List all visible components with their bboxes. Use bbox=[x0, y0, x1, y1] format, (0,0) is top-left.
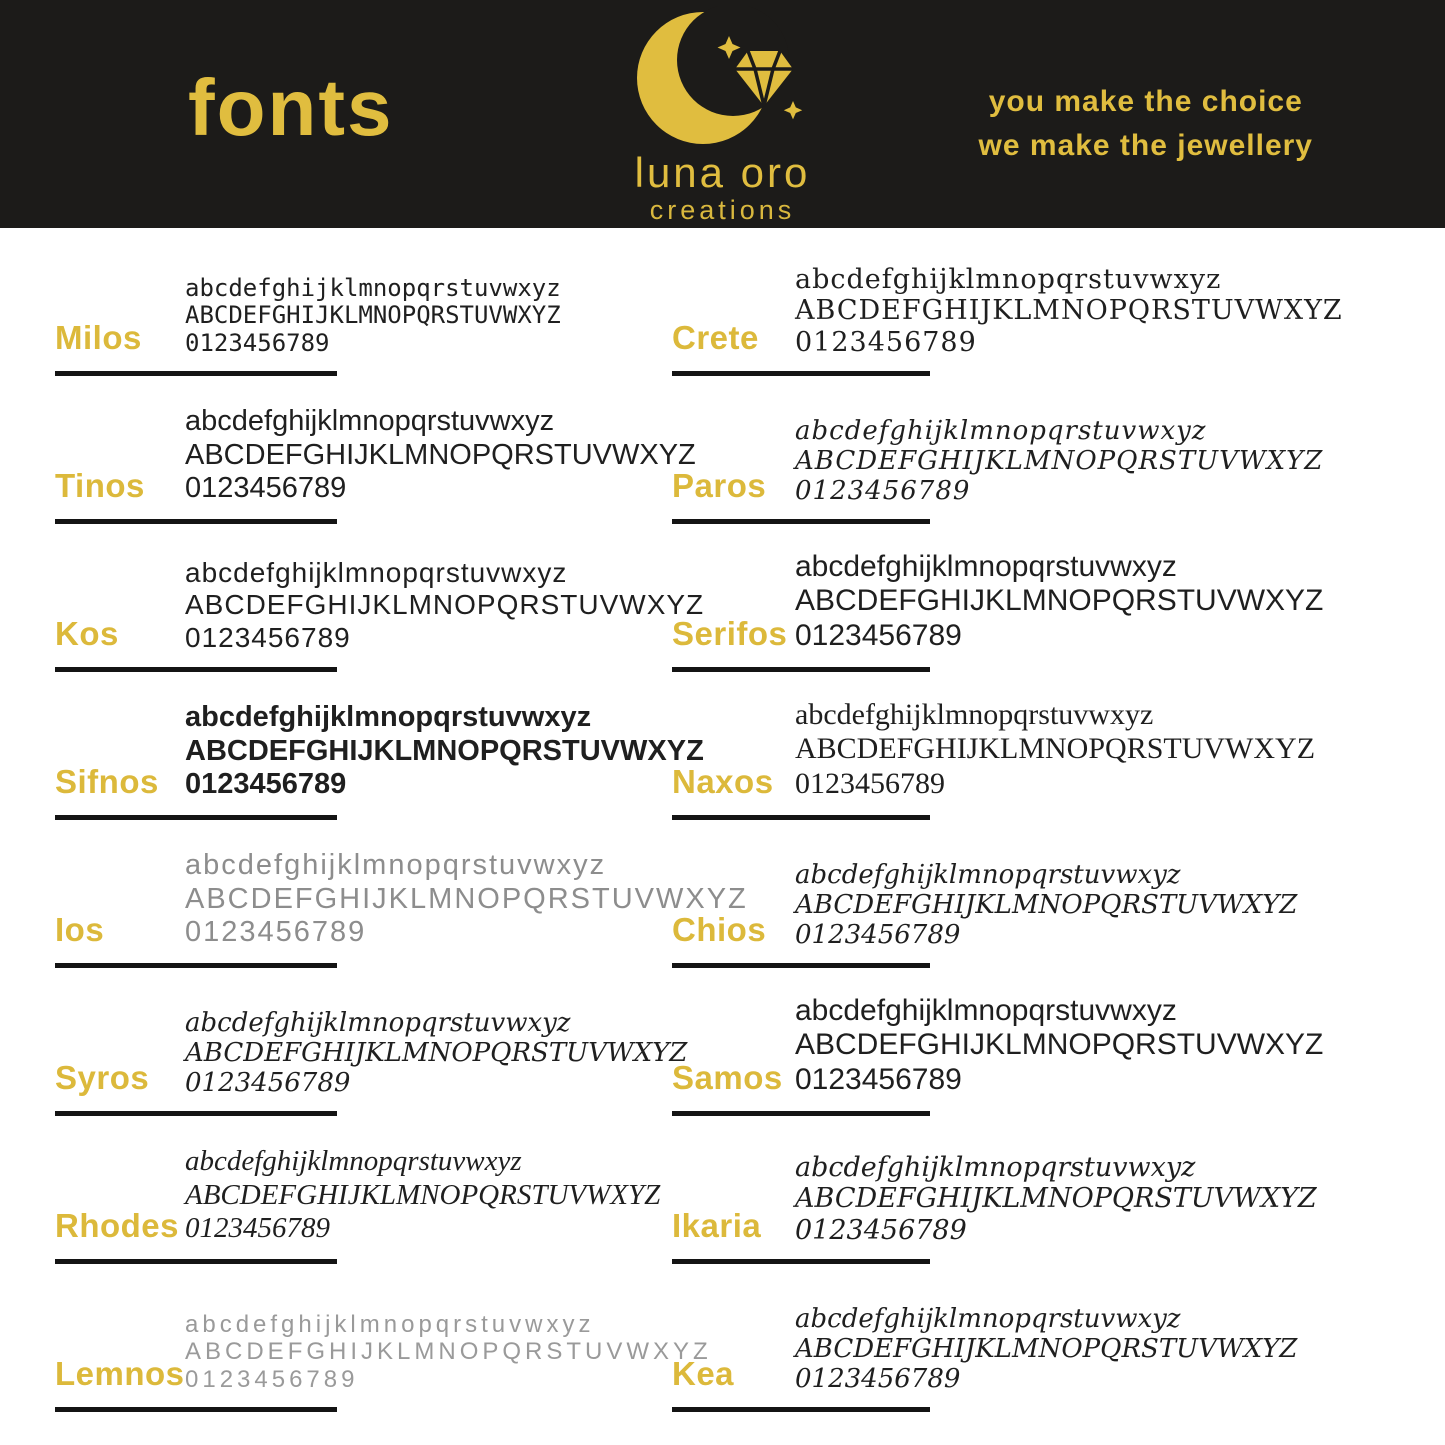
font-specimen-naxos bbox=[617, 672, 1445, 820]
sample-lowercase: abcdefghijklmnopqrstuvwxyz bbox=[795, 697, 1154, 731]
sample-uppercase: ABCDEFGHIJKLMNOPQRSTUVWXYZ bbox=[795, 1333, 1298, 1364]
sample-uppercase: ABCDEFGHIJKLMNOPQRSTUVWXYZ bbox=[795, 445, 1324, 476]
brand-name: luna oro bbox=[634, 149, 811, 196]
font-sample bbox=[795, 994, 1445, 1098]
sample-uppercase: ABCDEFGHIJKLMNOPQRSTUVWXYZ bbox=[185, 734, 704, 767]
font-sample bbox=[795, 550, 1445, 654]
font-name-label: Naxos bbox=[672, 763, 774, 800]
font-specimen-sifnos bbox=[0, 672, 704, 820]
font-name-label: Crete bbox=[672, 319, 759, 356]
sample-uppercase: ABCDEFGHIJKLMNOPQRSTUVWXYZ bbox=[795, 732, 1316, 766]
sample-digits: 0123456789 bbox=[185, 1366, 359, 1394]
sample-lowercase: abcdefghijklmnopqrstuvwxyz bbox=[795, 1152, 1196, 1184]
font-specimen-grid bbox=[0, 228, 1445, 1412]
font-specimen-syros bbox=[0, 968, 688, 1116]
font-name-label: Milos bbox=[55, 319, 142, 356]
sample-lowercase: abcdefghijklmnopqrstuvwxyz bbox=[795, 549, 1177, 583]
font-sample bbox=[795, 416, 1445, 506]
font-specimen-chios bbox=[617, 820, 1445, 968]
sample-digits: 0123456789 bbox=[795, 619, 962, 653]
font-specimen-samos bbox=[617, 968, 1445, 1116]
sample-digits: 0123456789 bbox=[185, 1067, 351, 1098]
page-title: fonts bbox=[188, 63, 394, 152]
sample-uppercase: ABCDEFGHIJKLMNOPQRSTUVWXYZ bbox=[185, 1178, 661, 1211]
moon-diamond-icon bbox=[617, 6, 829, 154]
font-specimen-tinos bbox=[0, 376, 696, 524]
sample-uppercase: ABCDEFGHIJKLMNOPQRSTUVWXYZ bbox=[795, 1028, 1324, 1062]
sample-lowercase: abcdefghijklmnopqrstuvwxyz bbox=[795, 859, 1181, 890]
sample-lowercase: abcdefghijklmnopqrstuvwxyz bbox=[185, 1145, 522, 1178]
sample-uppercase: ABCDEFGHIJKLMNOPQRSTUVWXYZ bbox=[185, 301, 561, 330]
sample-lowercase: abcdefghijklmnopqrstuvwxyz bbox=[185, 701, 592, 734]
font-sample bbox=[185, 1145, 660, 1246]
font-name-label: Ios bbox=[55, 911, 105, 948]
font-specimen-kea bbox=[617, 1264, 1445, 1412]
font-name-label: Tinos bbox=[55, 467, 145, 504]
sample-lowercase: abcdefghijklmnopqrstuvwxyz bbox=[185, 1310, 595, 1338]
sample-digits: 0123456789 bbox=[795, 1363, 961, 1394]
font-specimen-milos bbox=[0, 228, 617, 376]
sample-lowercase: abcdefghijklmnopqrstuvwxyz bbox=[185, 849, 607, 882]
brand-logo bbox=[600, 6, 845, 226]
font-name-label: Sifnos bbox=[55, 763, 159, 800]
sample-uppercase: ABCDEFGHIJKLMNOPQRSTUVWXYZ bbox=[795, 584, 1324, 618]
sample-lowercase: abcdefghijklmnopqrstuvwxyz bbox=[185, 1007, 571, 1038]
sample-digits: 0123456789 bbox=[795, 767, 945, 801]
font-name-label: Paros bbox=[672, 467, 767, 504]
font-specimen-crete bbox=[617, 228, 1445, 376]
font-sample bbox=[795, 264, 1445, 358]
brand-subtitle: creations bbox=[649, 195, 796, 225]
font-name-label: Lemnos bbox=[55, 1355, 185, 1392]
sample-digits: 0123456789 bbox=[795, 326, 977, 358]
font-specimen-serifos bbox=[617, 524, 1445, 672]
header-banner bbox=[0, 0, 1445, 228]
font-specimen-paros bbox=[617, 376, 1445, 524]
font-name-label: Rhodes bbox=[55, 1207, 180, 1244]
sample-digits: 0123456789 bbox=[185, 472, 347, 505]
sample-digits: 0123456789 bbox=[795, 1214, 967, 1246]
tagline bbox=[978, 80, 1313, 167]
sample-digits: 0123456789 bbox=[795, 475, 971, 506]
font-specimen-rhodes bbox=[0, 1116, 661, 1264]
sample-uppercase: ABCDEFGHIJKLMNOPQRSTUVWXYZ bbox=[795, 889, 1298, 920]
font-sample bbox=[185, 275, 617, 358]
sample-lowercase: abcdefghijklmnopqrstuvwxyz bbox=[185, 273, 561, 302]
font-sample bbox=[795, 1304, 1445, 1394]
sample-lowercase: abcdefghijklmnopqrstuvwxyz bbox=[185, 556, 568, 588]
font-specimen-ikaria bbox=[617, 1116, 1445, 1264]
sample-lowercase: abcdefghijklmnopqrstuvwxyz bbox=[795, 264, 1222, 296]
sparkle-icon bbox=[783, 101, 801, 119]
sample-digits: 0123456789 bbox=[795, 919, 961, 950]
sample-uppercase: ABCDEFGHIJKLMNOPQRSTUVWXYZ bbox=[185, 1338, 712, 1366]
font-name-label: Kea bbox=[672, 1355, 735, 1392]
sample-uppercase: ABCDEFGHIJKLMNOPQRSTUVWXYZ bbox=[185, 438, 696, 471]
sample-digits: 0123456789 bbox=[185, 1212, 330, 1245]
sample-digits: 0123456789 bbox=[185, 329, 330, 358]
sample-uppercase: ABCDEFGHIJKLMNOPQRSTUVWXYZ bbox=[185, 882, 748, 915]
font-sample bbox=[795, 698, 1445, 802]
font-sample bbox=[185, 1008, 687, 1098]
sample-lowercase: abcdefghijklmnopqrstuvwxyz bbox=[795, 993, 1177, 1027]
sample-digits: 0123456789 bbox=[185, 916, 367, 949]
sample-digits: 0123456789 bbox=[185, 621, 351, 653]
sample-uppercase: ABCDEFGHIJKLMNOPQRSTUVWXYZ bbox=[795, 295, 1343, 327]
font-specimen-kos bbox=[0, 524, 705, 672]
font-name-label: Chios bbox=[672, 911, 767, 948]
sample-lowercase: abcdefghijklmnopqrstuvwxyz bbox=[795, 415, 1207, 446]
font-sample bbox=[795, 1152, 1445, 1246]
font-name-label: Kos bbox=[55, 615, 119, 652]
font-name-label: Ikaria bbox=[672, 1207, 762, 1244]
font-name-label: Syros bbox=[55, 1059, 150, 1096]
font-name-label: Serifos bbox=[672, 615, 788, 652]
sample-lowercase: abcdefghijklmnopqrstuvwxyz bbox=[795, 1303, 1181, 1334]
font-name-label: Samos bbox=[672, 1059, 783, 1096]
sample-digits: 0123456789 bbox=[795, 1063, 962, 1097]
sample-uppercase: ABCDEFGHIJKLMNOPQRSTUVWXYZ bbox=[795, 1183, 1317, 1215]
sample-digits: 0123456789 bbox=[185, 768, 347, 801]
sample-uppercase: ABCDEFGHIJKLMNOPQRSTUVWXYZ bbox=[185, 1037, 688, 1068]
tagline-line2: we make the jewellery bbox=[978, 128, 1313, 162]
tagline-line1: you make the choice bbox=[988, 85, 1303, 118]
font-sample bbox=[795, 860, 1445, 950]
sample-uppercase: ABCDEFGHIJKLMNOPQRSTUVWXYZ bbox=[185, 589, 705, 621]
sample-lowercase: abcdefghijklmnopqrstuvwxyz bbox=[185, 405, 555, 438]
